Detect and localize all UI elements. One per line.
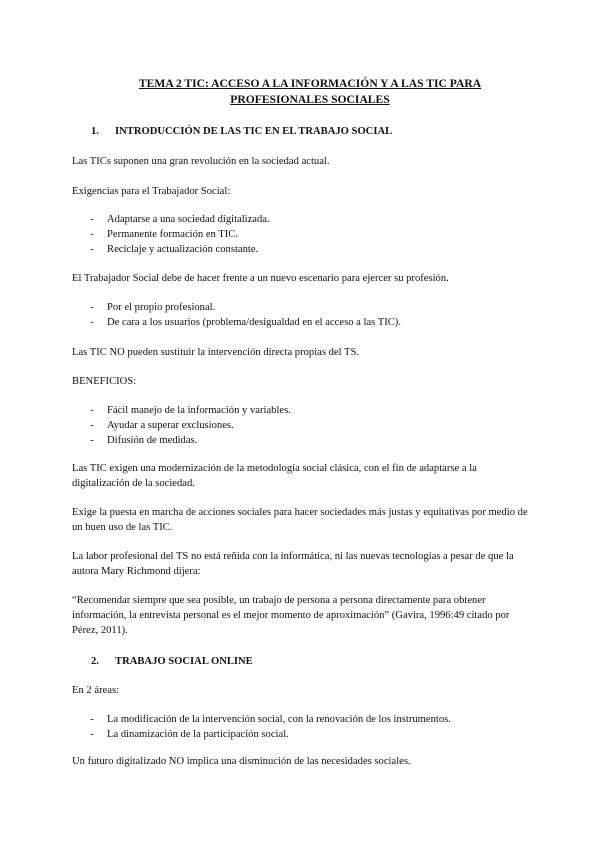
section-1-title: INTRODUCCIÓN DE LAS TIC EN EL TRABAJO SOCIAL — [115, 126, 393, 137]
title-line-2: PROFESIONALES SOCIALES — [230, 93, 390, 106]
list-item: - Ayudar a superar exclusiones. — [90, 420, 234, 431]
paragraph-9-quote: “Recomendar siempre que sea posible, un trabajo de persona a persona directamente para obtener información, la entrevista personal es el mejor momento de aproximación” (Gavira, 1996:49 citado por Pérez, 2011). — [72, 595, 510, 636]
list-beneficios — [72, 403, 532, 448]
section-1-heading — [91, 124, 392, 139]
list-item: - Adaptarse a una sociedad digitalizada. — [90, 214, 270, 225]
list-exigencias — [72, 212, 532, 257]
section-2-number: 2. — [91, 656, 99, 667]
document-title — [60, 76, 560, 108]
section-2-title: TRABAJO SOCIAL ONLINE — [115, 656, 253, 667]
paragraph-2: Exigencias para el Trabajador Social: — [72, 186, 231, 197]
list-escenario — [72, 300, 532, 330]
title-line-1: TEMA 2 TIC: ACCESO A LA INFORMACIÓN Y A LAS TIC PARA — [138, 77, 482, 90]
paragraph-6: Las TIC exigen una modernización de la metodología social clásica, con el fin de adaptarse a la digitalización de la sociedad. — [72, 463, 477, 489]
paragraph-10: En 2 áreas: — [72, 685, 120, 696]
list-areas — [72, 712, 532, 742]
list-item: - Difusión de medidas. — [90, 435, 198, 446]
list-item: - Por el propio profesional. — [90, 302, 216, 313]
list-item: - Permanente formación en TIC. — [90, 229, 239, 240]
list-item: - Fácil manejo de la información y variables. — [90, 405, 291, 416]
paragraph-3: El Trabajador Social debe de hacer frente a un nuevo escenario para ejercer su profesión. — [72, 273, 449, 284]
paragraph-7: Exige la puesta en marcha de acciones sociales para hacer sociedades más justas y equitativas por medio de un buen uso de las TIC. — [72, 507, 528, 533]
paragraph-4: Las TIC NO pueden sustituir la intervención directa propias del TS. — [72, 347, 360, 358]
paragraph-1: Las TICs suponen una gran revolución en la sociedad actual. — [72, 156, 330, 167]
list-item: - La modificación de la intervención social, con la renovación de los instrumentos. — [90, 714, 451, 725]
list-item: - Reciclaje y actualización constante. — [90, 244, 259, 255]
section-1-number: 1. — [91, 126, 99, 137]
paragraph-5: BENEFICIOS: — [72, 376, 137, 387]
section-2-heading — [91, 654, 253, 669]
paragraph-8: La labor profesional del TS no está reñida con la informática, ni las nuevas tecnologías a pesar de que la autora Mary Richmond dijera: — [72, 551, 514, 577]
paragraph-11: Un futuro digitalizado NO implica una disminución de las necesidades sociales. — [72, 756, 411, 767]
list-item: - De cara a los usuarios (problema/desigualdad en el acceso a las TIC). — [90, 317, 401, 328]
list-item: - La dinamización de la participación social. — [90, 729, 289, 740]
